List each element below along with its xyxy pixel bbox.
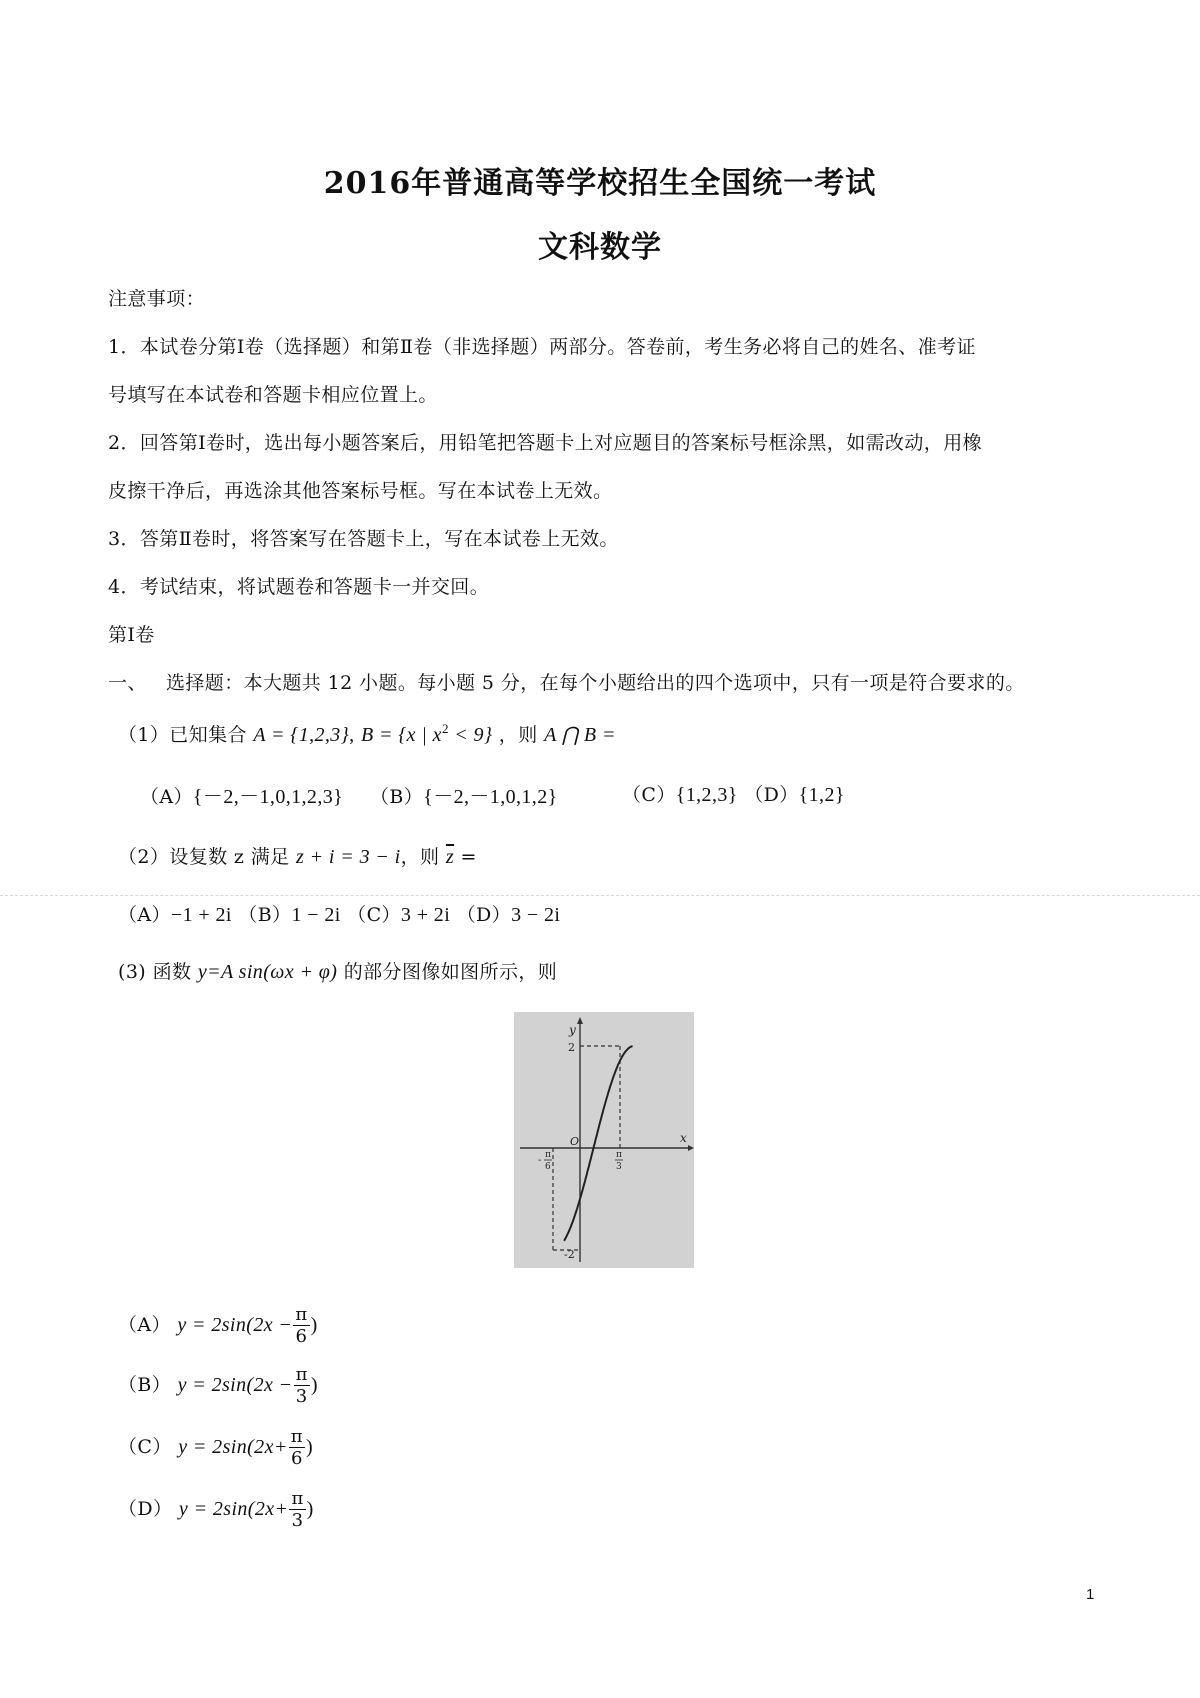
- notice-heading: 注意事项：: [108, 288, 206, 310]
- q2-option-c-label: （C）: [347, 904, 401, 926]
- q3-option-b-rhs: ): [310, 1374, 318, 1396]
- q1-option-c: {1,2,3}: [675, 784, 738, 806]
- q3-option-d-numerator: π: [291, 1488, 304, 1509]
- q2-option-d: 3 − 2i: [511, 904, 561, 926]
- question-3-stem: [118, 957, 557, 984]
- question-1-text: 已知集合: [169, 724, 247, 746]
- notice-item-1-line-2: 号填写在本试卷和答题卡相应位置上。: [108, 384, 438, 406]
- left-tick-numerator: π: [545, 1150, 551, 1160]
- exam-subtitle: 文科数学: [538, 230, 662, 265]
- question-2-text: 设复数 z 满足: [169, 846, 290, 868]
- z-conjugate: $\overline{z}$: [445, 846, 455, 868]
- page-number: 1: [1086, 1586, 1095, 1603]
- notice-item-3: 3．答第Ⅱ卷时，将答案写在答题卡上，写在本试卷上无效。: [108, 528, 619, 550]
- notice-item-2-line-2: 皮擦干净后，再选涂其他答案标号框。写在本试卷上无效。: [108, 480, 613, 502]
- intersection-expr: A ⋂ B =: [544, 724, 616, 746]
- left-tick-denominator: 6: [545, 1162, 551, 1172]
- q1-option-d: {1,2}: [798, 784, 845, 806]
- right-tick-denominator: 3: [616, 1162, 622, 1172]
- q3-option-a-lhs: y = 2sin(2x −: [177, 1314, 293, 1336]
- q3-option-d-label: （D）: [118, 1498, 173, 1520]
- question-2-equation: z + i = 3 − i: [296, 846, 401, 868]
- part-one-label: 第Ⅰ卷: [108, 624, 155, 646]
- question-3-pre: 函数: [152, 961, 192, 983]
- q1-option-b: {－2,－1,0,1,2}: [423, 786, 558, 808]
- set-a: A = {1,2,3}: [253, 724, 350, 746]
- right-tick-numerator: π: [616, 1150, 622, 1160]
- q3-option-a: [118, 1306, 318, 1346]
- q3-option-b-lhs: y = 2sin(2x −: [177, 1374, 293, 1396]
- q3-option-a-rhs: ): [310, 1314, 318, 1336]
- notice-item-2-line-1: 2．回答第Ⅰ卷时，选出每小题答案后，用铅笔把答题卡上对应题目的答案标号框涂黑，如需改动，用橡: [108, 432, 982, 454]
- q3-option-c: [118, 1428, 313, 1468]
- q3-option-d-rhs: ): [306, 1498, 314, 1520]
- question-3-post: 的部分图像如图所示，则: [343, 961, 558, 983]
- q2-option-b: 1 − 2i: [291, 904, 341, 926]
- set-b-suffix: < 9}: [448, 724, 493, 746]
- q3-option-c-denominator: 6: [290, 1448, 303, 1469]
- q1-option-a: {－2,－1,0,1,2,3}: [192, 786, 344, 808]
- q2-option-a-label: （A）: [118, 904, 171, 926]
- question-3-number: (3): [118, 961, 147, 983]
- y-axis-label: y: [569, 1023, 576, 1037]
- sine-graph-figure: [514, 1012, 694, 1268]
- question-1-number: （1）: [118, 724, 170, 746]
- graph-background: [514, 1012, 694, 1268]
- x-axis-label: x: [680, 1131, 687, 1145]
- q3-option-c-label: （C）: [118, 1436, 172, 1458]
- question-2-stem: [118, 842, 477, 869]
- question-1-then: ，则: [498, 724, 538, 746]
- q2-option-b-label: （B）: [238, 904, 292, 926]
- set-b-prefix: B = {x | x: [360, 724, 442, 746]
- set-b: [360, 721, 493, 746]
- y-min-label: -2: [564, 1248, 575, 1261]
- q3-option-b-numerator: π: [295, 1364, 308, 1385]
- q3-option-c-numerator: π: [290, 1426, 303, 1447]
- q3-option-b: [118, 1366, 318, 1406]
- notice-item-1-line-1: 1．本试卷分第Ⅰ卷（选择题）和第Ⅱ卷（非选择题）两部分。答卷前，考生务必将自己的姓名、准考证: [108, 336, 976, 358]
- page-divider: [0, 895, 1200, 896]
- question-3-function: y=A sin(ωx + φ): [197, 961, 338, 983]
- q1-option-b-label: （B）: [370, 786, 424, 808]
- question-1-stem: （1）已知集合 A = {1,2,3}, B = {x | $x^2 < 9$} ，则 A ⋂ B =: [118, 721, 616, 746]
- q1-option-d-label: （D）: [744, 784, 799, 806]
- question-1-options-ab: [140, 780, 558, 809]
- q3-option-d-denominator: 3: [291, 1510, 304, 1531]
- question-2-number: （2）: [118, 846, 170, 868]
- origin-label: O: [570, 1135, 580, 1148]
- q3-option-b-label: （B）: [118, 1374, 172, 1396]
- set-b-exponent: 2: [441, 721, 449, 736]
- q2-option-c: 3 + 2i: [400, 904, 451, 926]
- q1-option-a-label: （A）: [140, 786, 193, 808]
- question-2-equals: =: [460, 846, 477, 868]
- question-2-options: [118, 900, 560, 927]
- q3-option-c-lhs: y = 2sin(2x+: [178, 1436, 288, 1458]
- q3-option-d-lhs: y = 2sin(2x+: [178, 1498, 289, 1520]
- q2-option-d-label: （D）: [456, 904, 512, 926]
- q3-option-a-label: （A）: [118, 1314, 171, 1336]
- q3-option-a-denominator: 6: [295, 1326, 308, 1347]
- question-1-options-cd: [622, 780, 845, 807]
- q3-option-a-numerator: π: [295, 1304, 308, 1325]
- exam-title: 2016年普通高等学校招生全国统一考试: [323, 166, 877, 201]
- section-one-number: 一、: [108, 672, 147, 694]
- q1-option-c-label: （C）: [622, 784, 676, 806]
- left-tick-sign: -: [538, 1155, 542, 1166]
- y-max-label: 2: [568, 1041, 575, 1054]
- section-one-instructions: 选择题：本大题共 12 小题。每小题 5 分，在每个小题给出的四个选项中，只有一项是符合要求的。: [166, 672, 1025, 694]
- question-2-then: ，则: [400, 846, 440, 868]
- q2-option-a: −1 + 2i: [170, 904, 232, 926]
- notice-item-4: 4．考试结束，将试题卷和答题卡一并交回。: [108, 576, 490, 598]
- q3-option-d: [118, 1490, 314, 1530]
- q3-option-c-rhs: ): [305, 1436, 314, 1458]
- q3-option-b-denominator: 3: [295, 1386, 308, 1407]
